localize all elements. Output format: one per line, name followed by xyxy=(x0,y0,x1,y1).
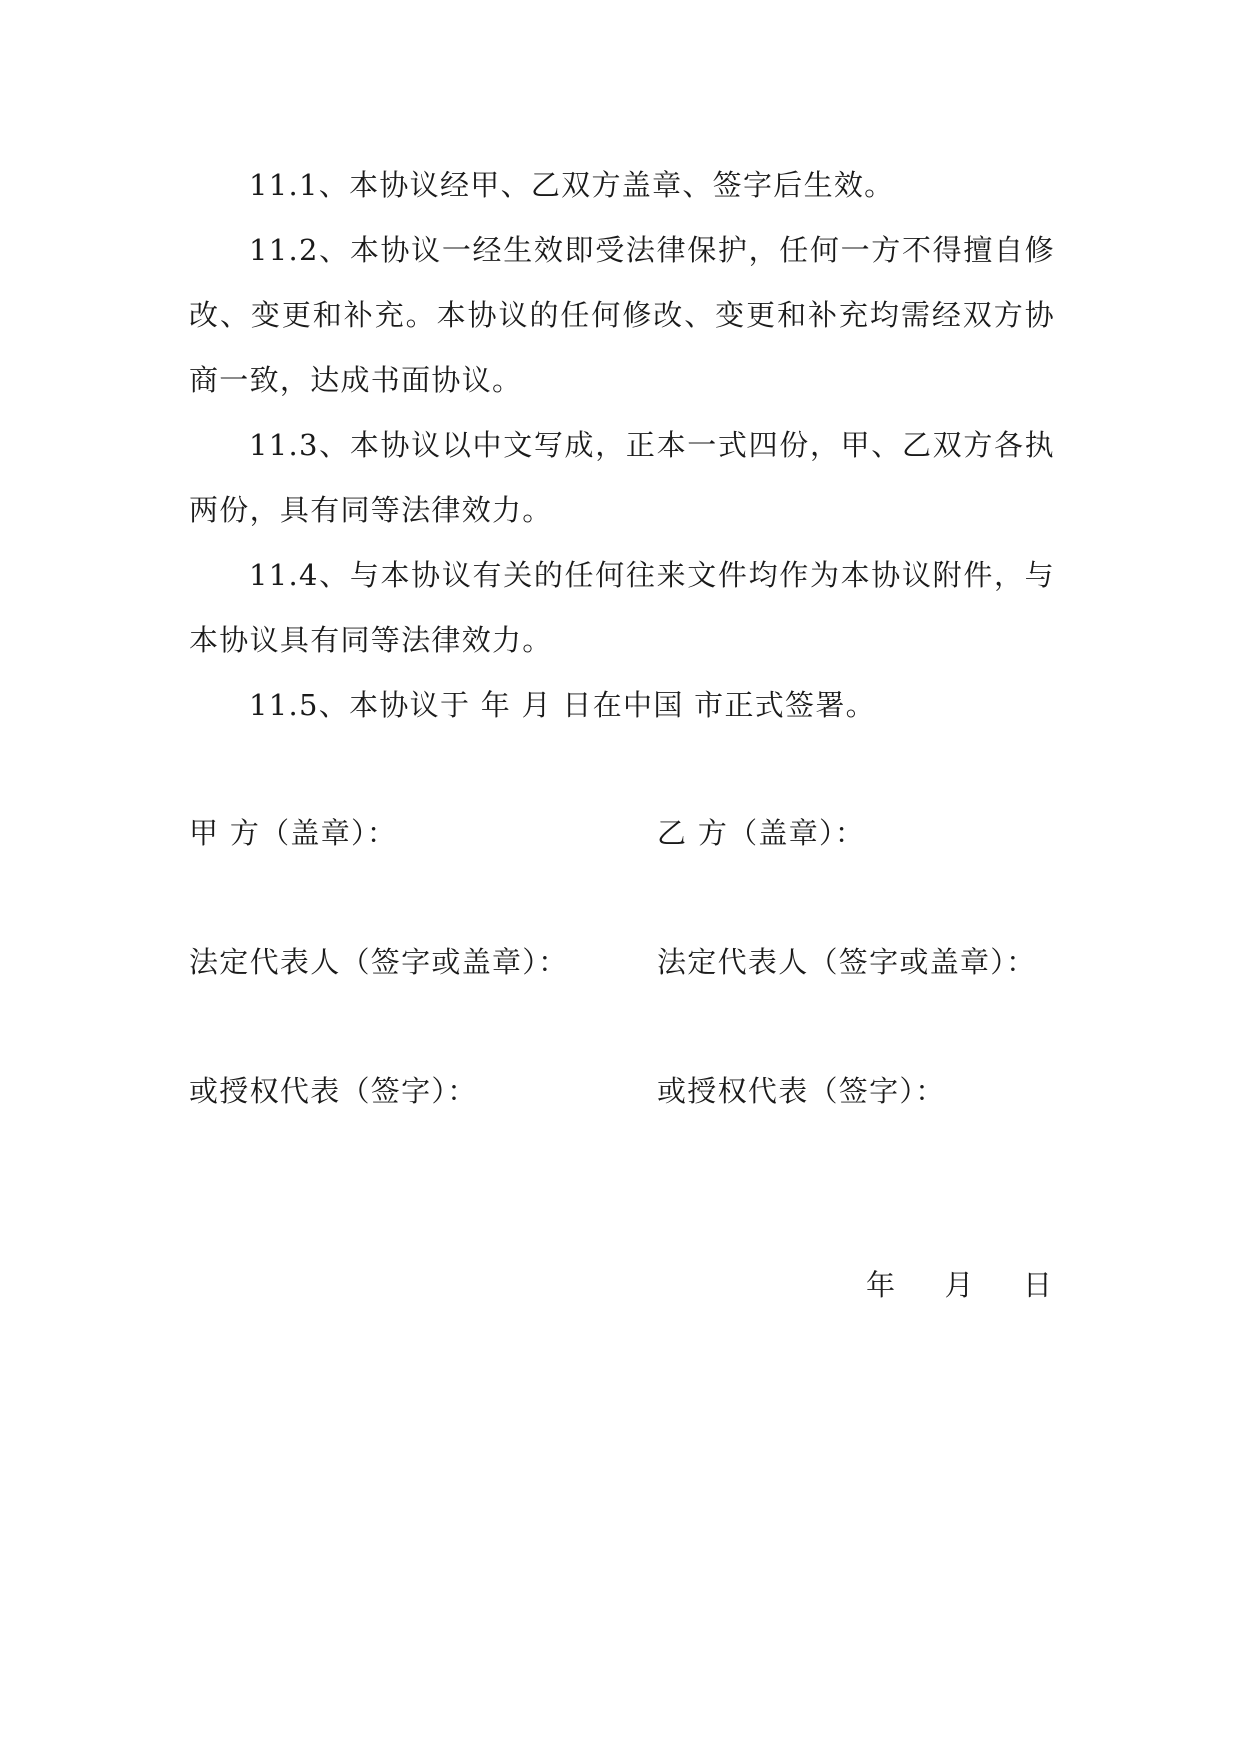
clause-11-2: 11.2、本协议一经生效即受法律保护，任何一方不得擅自修改、变更和补充。本协议的任何修改、变更和补充均需经双方协商一致，达成书面协议。 xyxy=(189,233,1055,397)
clause-11-5: 11.5、本协议于 年 月 日在中国 市正式签署。 xyxy=(249,688,876,722)
party-b-legal-rep-label: 法定代表人（签字或盖章）： xyxy=(657,945,1037,979)
clause-11-4: 11.4、与本协议有关的任何往来文件均作为本协议附件，与本协议具有同等法律效力。 xyxy=(189,558,1055,657)
clause-11-3: 11.3、本协议以中文写成，正本一式四份，甲、乙双方各执两份，具有同等法律效力。 xyxy=(189,428,1055,527)
date-day-label: 日 xyxy=(1022,1268,1052,1302)
date-year-label: 年 xyxy=(866,1268,896,1302)
clause-11-1: 11.1、本协议经甲、乙双方盖章、签字后生效。 xyxy=(249,168,895,202)
party-b-seal-label: 乙 方（盖章）： xyxy=(657,816,866,850)
party-a-authorized-rep-label: 或授权代表（签字）： xyxy=(189,1074,478,1108)
party-a-seal-label: 甲 方（盖章）： xyxy=(189,816,398,850)
signing-date-line xyxy=(866,1265,1052,1305)
date-month-label: 月 xyxy=(944,1268,974,1302)
party-b-authorized-rep-label: 或授权代表（签字）： xyxy=(657,1074,946,1108)
party-a-legal-rep-label: 法定代表人（签字或盖章）： xyxy=(189,945,569,979)
